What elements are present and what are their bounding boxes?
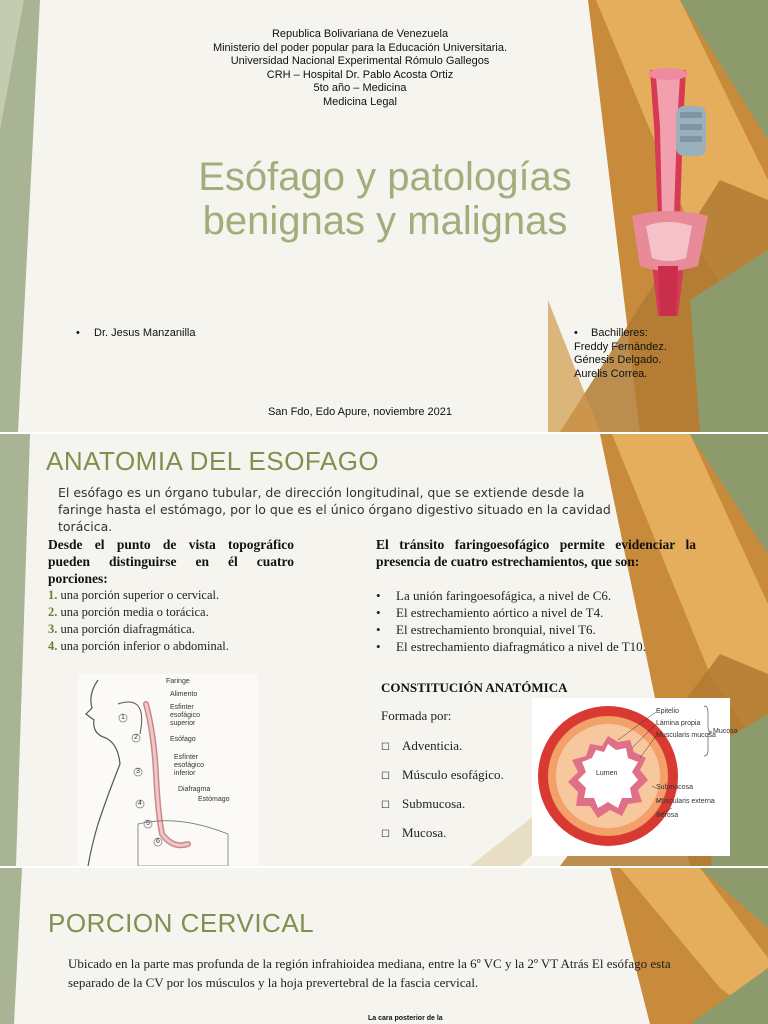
- diagram-label: Lumen: [596, 770, 618, 777]
- diagram-label: Esfinter esofágico superior: [170, 704, 200, 727]
- item-text: una porción media o torácica.: [60, 605, 209, 619]
- doctor-name: Dr. Jesus Manzanilla: [94, 327, 196, 339]
- swallowing-diagram: [78, 674, 258, 866]
- list-item: [381, 819, 504, 848]
- anatomy-slide: [0, 434, 768, 866]
- students-block: [574, 327, 667, 381]
- narrowings-heading: El tránsito faringoesofágico permite evidenciar la presencia de cuatro estrechamientos, que son:: [376, 537, 696, 569]
- item-text: Submucosa.: [402, 796, 466, 811]
- list-item: [48, 638, 229, 655]
- portions-heading: Desde el punto de vista topográfico pueden distinguirse en él cuatro porciones:: [48, 537, 294, 586]
- item-text: El estrechamiento bronquial, nivel T6.: [396, 622, 596, 637]
- header-line: Ministerio del poder popular para la Educación Universitaria.: [212, 41, 508, 54]
- diagram-label: Faringe: [166, 678, 190, 685]
- title-line-1: Esófago y patologías: [198, 155, 572, 199]
- narrowings-list: [376, 587, 646, 655]
- item-text: El estrechamiento diafragmático a nivel de T10.: [396, 639, 646, 654]
- slide-title: ANATOMIA DEL ESOFAGO: [46, 446, 380, 476]
- bullet: •: [376, 605, 381, 620]
- students-label: Bachilleres:: [591, 327, 648, 339]
- step-number: 6: [156, 838, 160, 845]
- list-item: [381, 732, 504, 761]
- portions-list: [48, 587, 229, 655]
- box-bullet-icon: ☐: [381, 742, 390, 753]
- item-text: Músculo esofágico.: [402, 767, 504, 782]
- figure-caption: La cara posterior de la: [368, 1015, 443, 1022]
- header-line: 5to año – Medicina: [313, 82, 407, 94]
- constitution-heading: CONSTITUCIÓN ANATÓMICA: [381, 680, 568, 695]
- slide-title: PORCION CERVICAL: [48, 908, 315, 938]
- esophagus-illustration: [628, 66, 714, 316]
- item-text: Adventicia.: [402, 738, 463, 753]
- bullet: •: [76, 327, 80, 339]
- list-item: [381, 790, 504, 819]
- item-number: 4.: [48, 639, 58, 653]
- item-text: El estrechamiento aórtico a nivel de T4.: [396, 605, 604, 620]
- item-text: una porción inferior o abdominal.: [60, 639, 229, 653]
- list-item: [48, 621, 229, 638]
- bullet: •: [376, 588, 381, 603]
- presentation-title: [150, 155, 620, 243]
- title-line-2: benignas y malignas: [202, 199, 568, 243]
- diagram-label: Muscularis externa: [656, 798, 715, 805]
- list-item: [376, 638, 646, 655]
- title-slide: [0, 0, 768, 432]
- list-item: [48, 604, 229, 621]
- item-text: una porción superior o cervical.: [60, 588, 220, 602]
- header-line: Medicina Legal: [323, 95, 397, 108]
- formed-by-label: Formada por:: [381, 708, 452, 723]
- box-bullet-icon: ☐: [381, 800, 390, 811]
- diagram-label: Alimento: [170, 691, 198, 698]
- box-bullet-icon: ☐: [381, 771, 390, 782]
- box-bullet-icon: ☐: [381, 829, 390, 840]
- list-item: [376, 621, 646, 638]
- student-name: Génesis Delgado.: [574, 354, 662, 366]
- bullet: •: [376, 639, 381, 654]
- decorative-background: [0, 868, 768, 1024]
- diagram-label: Diafragma: [178, 786, 211, 793]
- institution-header: [150, 28, 570, 109]
- diagram-label: Mucosa: [713, 728, 738, 735]
- step-number: 3: [136, 768, 140, 775]
- place-date: San Fdo, Edo Apure, noviembre 2021: [267, 406, 453, 418]
- item-number: 3.: [48, 622, 58, 636]
- step-number: 4: [138, 800, 142, 807]
- esophagus-cross-section: [532, 698, 738, 856]
- layers-list: [381, 732, 504, 848]
- header-line: Universidad Nacional Experimental Rómulo Gallegos: [230, 55, 490, 67]
- doctor-item: [76, 327, 196, 339]
- item-text: una porción diafragmática.: [60, 622, 195, 636]
- item-number: 1.: [48, 588, 58, 602]
- diagram-label: Muscularis mucosa: [656, 732, 716, 739]
- body-paragraph: Ubicado en la parte mas profunda de la región infrahioidea mediana, entre la 6º VC y la 2º VT Atrás El esófago esta separado de la CV por los músculos y la hoja prevertebral de la fascia cervical.: [68, 956, 671, 990]
- diagram-label: Serosa: [656, 812, 679, 819]
- item-text: La unión faringoesofágica, a nivel de C6.: [396, 588, 612, 603]
- intro-paragraph: El esófago es un órgano tubular, de dirección longitudinal, que se extiende desde la faringe hasta el estómago, por lo que es el único órgano digestivo situado en la cavidad torácica.: [58, 485, 611, 534]
- header-line: Republica Bolivariana de Venezuela: [271, 28, 449, 40]
- list-item: [376, 604, 646, 621]
- diagram-label: Estómago: [198, 796, 230, 803]
- diagram-label: Epitelio: [656, 708, 679, 715]
- step-number: 5: [146, 820, 150, 827]
- diagram-label: Lámina propia: [656, 720, 701, 727]
- item-number: 2.: [48, 605, 58, 619]
- step-number: 2: [134, 734, 138, 741]
- bullet: •: [574, 327, 578, 339]
- diagram-label: Esófago: [170, 736, 196, 743]
- list-item: [48, 587, 229, 604]
- diagram-label: Submucosa: [656, 784, 693, 791]
- diagram-label: Esfínter esofágico inferior: [174, 754, 204, 777]
- header-line: CRH – Hospital Dr. Pablo Acosta Ortiz: [266, 68, 454, 81]
- bullet: •: [376, 622, 381, 637]
- student-name: Aurelis Correa.: [574, 367, 648, 380]
- item-text: Mucosa.: [402, 825, 447, 840]
- cervical-portion-slide: [0, 868, 768, 1024]
- student-name: Freddy Fernández.: [574, 340, 667, 353]
- step-number: 1: [121, 714, 125, 721]
- list-item: [381, 761, 504, 790]
- list-item: [376, 587, 646, 604]
